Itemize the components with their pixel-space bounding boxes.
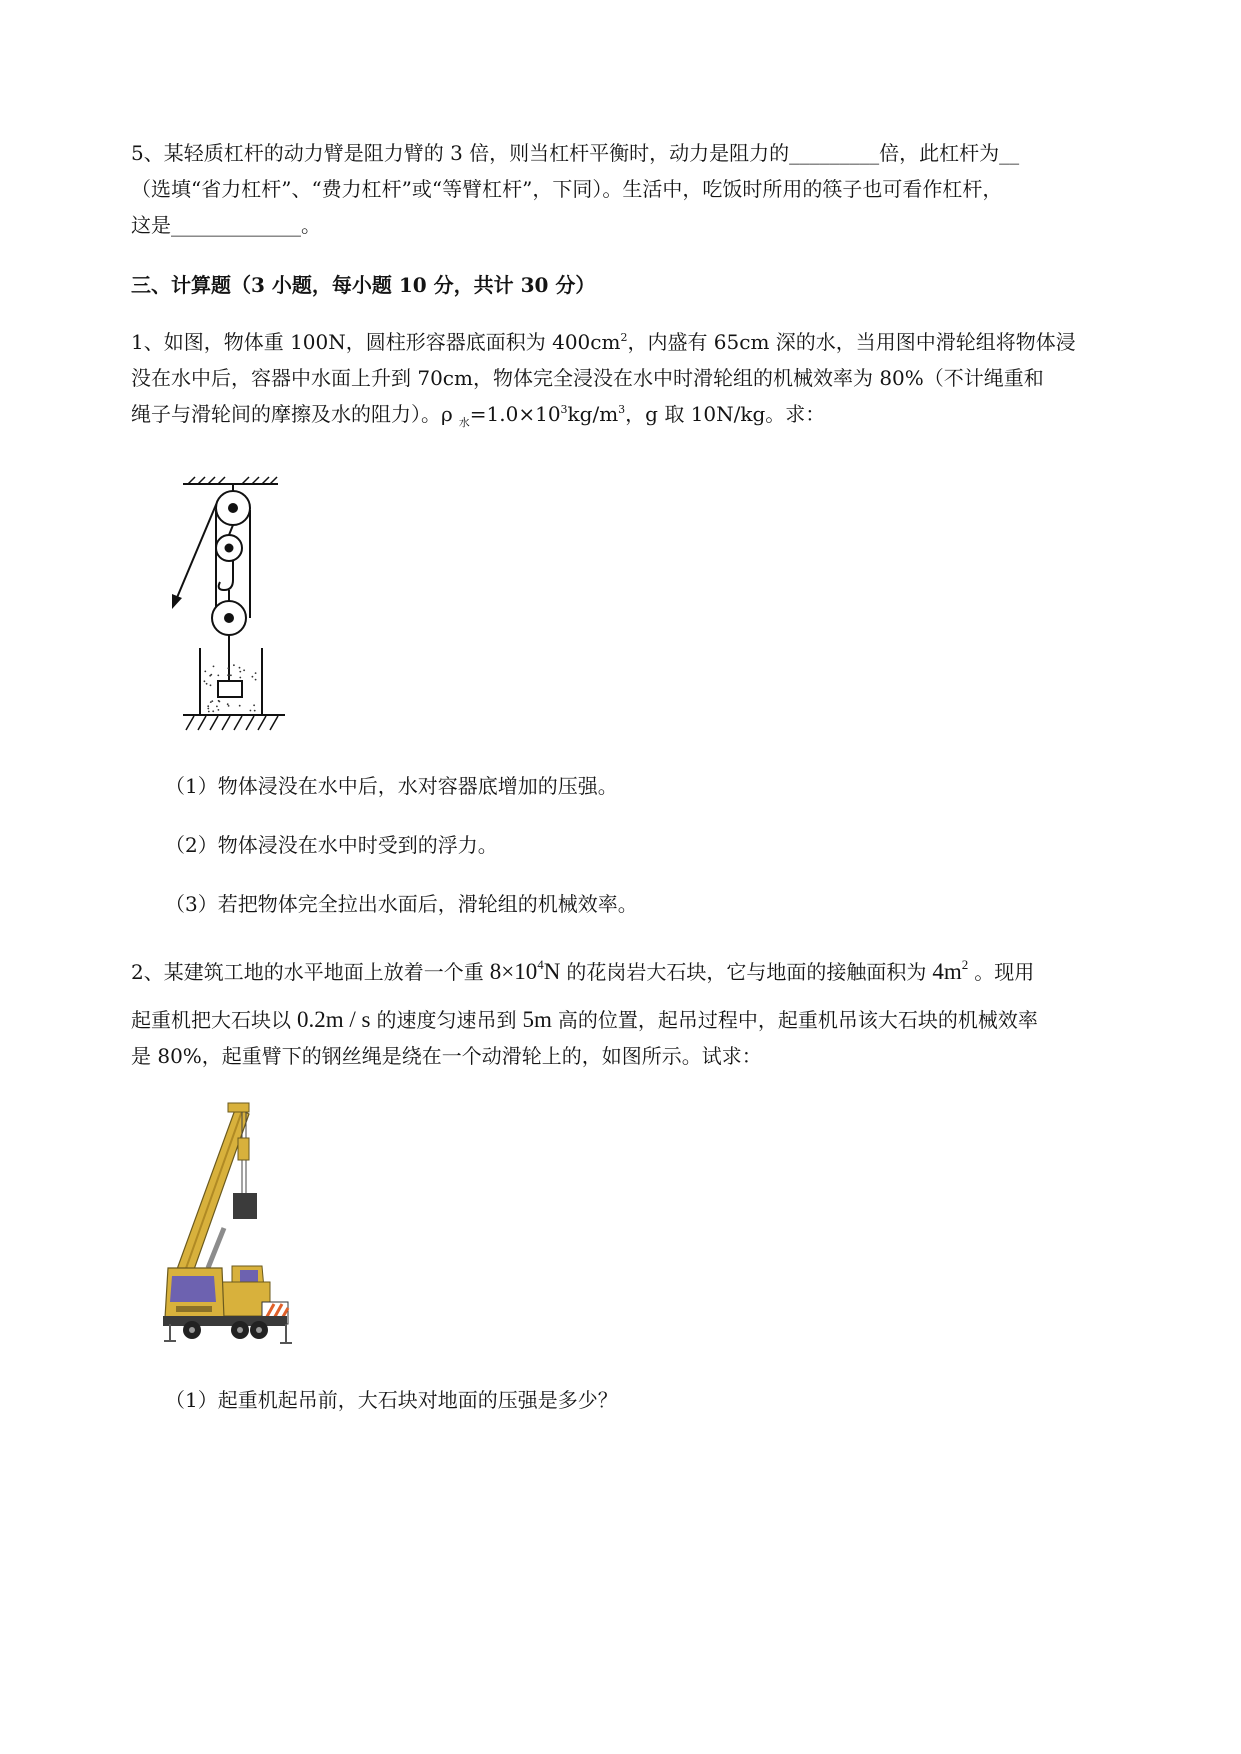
q2-text: 2、某建筑工地的水平地面上放着一个重 bbox=[131, 960, 484, 984]
water-dot bbox=[233, 664, 235, 666]
q2-text: 的速度匀速吊到 bbox=[376, 1008, 517, 1032]
water-dot bbox=[213, 666, 215, 668]
movable-pulley bbox=[212, 590, 246, 635]
outrigger-legs bbox=[164, 1324, 292, 1343]
q5-line-3 bbox=[131, 213, 321, 237]
q2-text: 起重机把大石块以 bbox=[131, 1008, 291, 1032]
q1-text: 1、如图，物体重 100N，圆柱形容器底面积为 400cm bbox=[131, 330, 621, 354]
math-exponent: 4 bbox=[537, 957, 544, 972]
q5-line-1 bbox=[131, 141, 1019, 165]
q1-sub-question-1: （1）物体浸没在水中后，水对容器底增加的压强。 bbox=[165, 774, 618, 798]
speed-expression: 0.2m / s bbox=[297, 1007, 371, 1032]
math-exponent: 2 bbox=[961, 957, 969, 972]
water-dot bbox=[207, 705, 209, 707]
water-dot bbox=[227, 703, 229, 705]
water-dot bbox=[253, 704, 255, 706]
math-base: 8×10 bbox=[489, 959, 538, 984]
q2-text: 高的位置，起吊过程中，起重机吊该大石块的机械效率 bbox=[557, 1008, 1038, 1032]
front-cab bbox=[165, 1268, 224, 1318]
rope bbox=[176, 500, 250, 681]
water-dot bbox=[216, 706, 218, 708]
superscript: 2 bbox=[620, 331, 628, 344]
q5-text: 5、某轻质杠杆的动力臂是阻力臂的 3 倍，则当杠杆平衡时，动力是阻力的 bbox=[131, 141, 790, 165]
water-dot bbox=[255, 672, 257, 674]
water-dot bbox=[208, 711, 210, 713]
q2-line-3: 是 80%，起重臂下的钢丝绳是绕在一个动滑轮上的，如图所示。试求： bbox=[131, 1044, 762, 1068]
q1-sub-question-3: （3）若把物体完全拉出水面后，滑轮组的机械效率。 bbox=[165, 892, 638, 916]
q5-text: 。 bbox=[301, 213, 321, 237]
q5-line-2: （选填“省力杠杆”、“费力杠杆”或“等臂杠杆”，下同）。生活中，吃饭时所用的筷子也可看作杠杆， bbox=[131, 177, 1003, 201]
q5-text: 倍，此杠杆为 bbox=[879, 141, 1000, 165]
math-base: 4m bbox=[932, 959, 962, 984]
water-dot bbox=[239, 705, 241, 707]
stone-block bbox=[233, 1193, 257, 1219]
q1-line-1 bbox=[131, 330, 1076, 354]
pull-arrow bbox=[172, 594, 182, 609]
water-dot bbox=[207, 708, 209, 710]
water-dot bbox=[229, 674, 231, 676]
water-dot bbox=[217, 675, 219, 677]
chassis bbox=[163, 1316, 287, 1326]
q2-sub-question-1: （1）起重机起吊前，大石块对地面的压强是多少？ bbox=[165, 1388, 618, 1412]
water-dot bbox=[206, 683, 208, 685]
q5-text: 这是 bbox=[131, 213, 171, 237]
pulley-system-diagram bbox=[165, 465, 295, 745]
hook bbox=[219, 561, 233, 590]
water-dot bbox=[204, 671, 206, 673]
water-dot bbox=[218, 700, 220, 702]
water-dot bbox=[239, 667, 241, 669]
math-unit: N bbox=[543, 959, 561, 984]
water-dot bbox=[218, 709, 220, 711]
answer-blank: _________ bbox=[789, 141, 880, 165]
subscript: 水 bbox=[458, 416, 470, 429]
q1-line-3 bbox=[131, 402, 826, 429]
water-dot bbox=[239, 677, 241, 679]
section-heading: 三、计算题（3 小题，每小题 10 分，共计 30 分） bbox=[131, 273, 596, 297]
ground bbox=[183, 715, 285, 730]
water-dot bbox=[239, 671, 241, 673]
water-dot bbox=[228, 705, 230, 707]
q1-sub-question-2: （2）物体浸没在水中时受到的浮力。 bbox=[165, 833, 498, 857]
water-dot bbox=[211, 700, 213, 702]
q2-text: 的花岗岩大石块，它与地面的接触面积为 bbox=[566, 960, 927, 984]
ceiling bbox=[183, 477, 278, 492]
answer-blank: __ bbox=[999, 141, 1020, 165]
height-expression: 5m bbox=[522, 1007, 552, 1032]
answer-blank: _____________ bbox=[171, 213, 301, 237]
q1-text: ，内盛有 65cm 深的水，当用图中滑轮组将物体浸 bbox=[627, 330, 1076, 354]
area-expression bbox=[932, 959, 968, 984]
fixed-pulley bbox=[216, 491, 250, 561]
superscript: 3 bbox=[560, 403, 568, 416]
water-dot bbox=[255, 679, 257, 681]
q1-text: 绳子与滑轮间的摩擦及水的阻力）。ρ bbox=[131, 402, 453, 426]
water-dot bbox=[227, 667, 229, 669]
water-dot bbox=[204, 680, 206, 682]
q1-text: ，g 取 10N/kg。求： bbox=[625, 402, 826, 426]
crane-illustration bbox=[150, 1095, 300, 1355]
water-dot bbox=[210, 701, 212, 703]
superscript: 3 bbox=[618, 403, 626, 416]
water-dot bbox=[210, 674, 212, 676]
water-dot bbox=[250, 710, 252, 712]
q1-line-2: 没在水中后，容器中水面上升到 70cm，物体完全浸没在水中时滑轮组的机械效率为 80%（不计绳重和 bbox=[131, 366, 1044, 390]
water-dot bbox=[243, 669, 245, 671]
crane-boom bbox=[176, 1103, 249, 1278]
q1-text: =1.0×10 bbox=[469, 402, 561, 426]
water-dot bbox=[212, 710, 214, 712]
object-block bbox=[218, 681, 242, 697]
q2-text: 。现用 bbox=[974, 960, 1035, 984]
water-dot bbox=[252, 676, 254, 678]
water-dot bbox=[210, 684, 212, 686]
water-dot bbox=[254, 710, 256, 712]
q1-text: kg/m bbox=[567, 402, 619, 426]
weight-expression bbox=[490, 959, 561, 984]
q2-line-2 bbox=[131, 1005, 1038, 1035]
q2-line-1 bbox=[131, 957, 1034, 987]
